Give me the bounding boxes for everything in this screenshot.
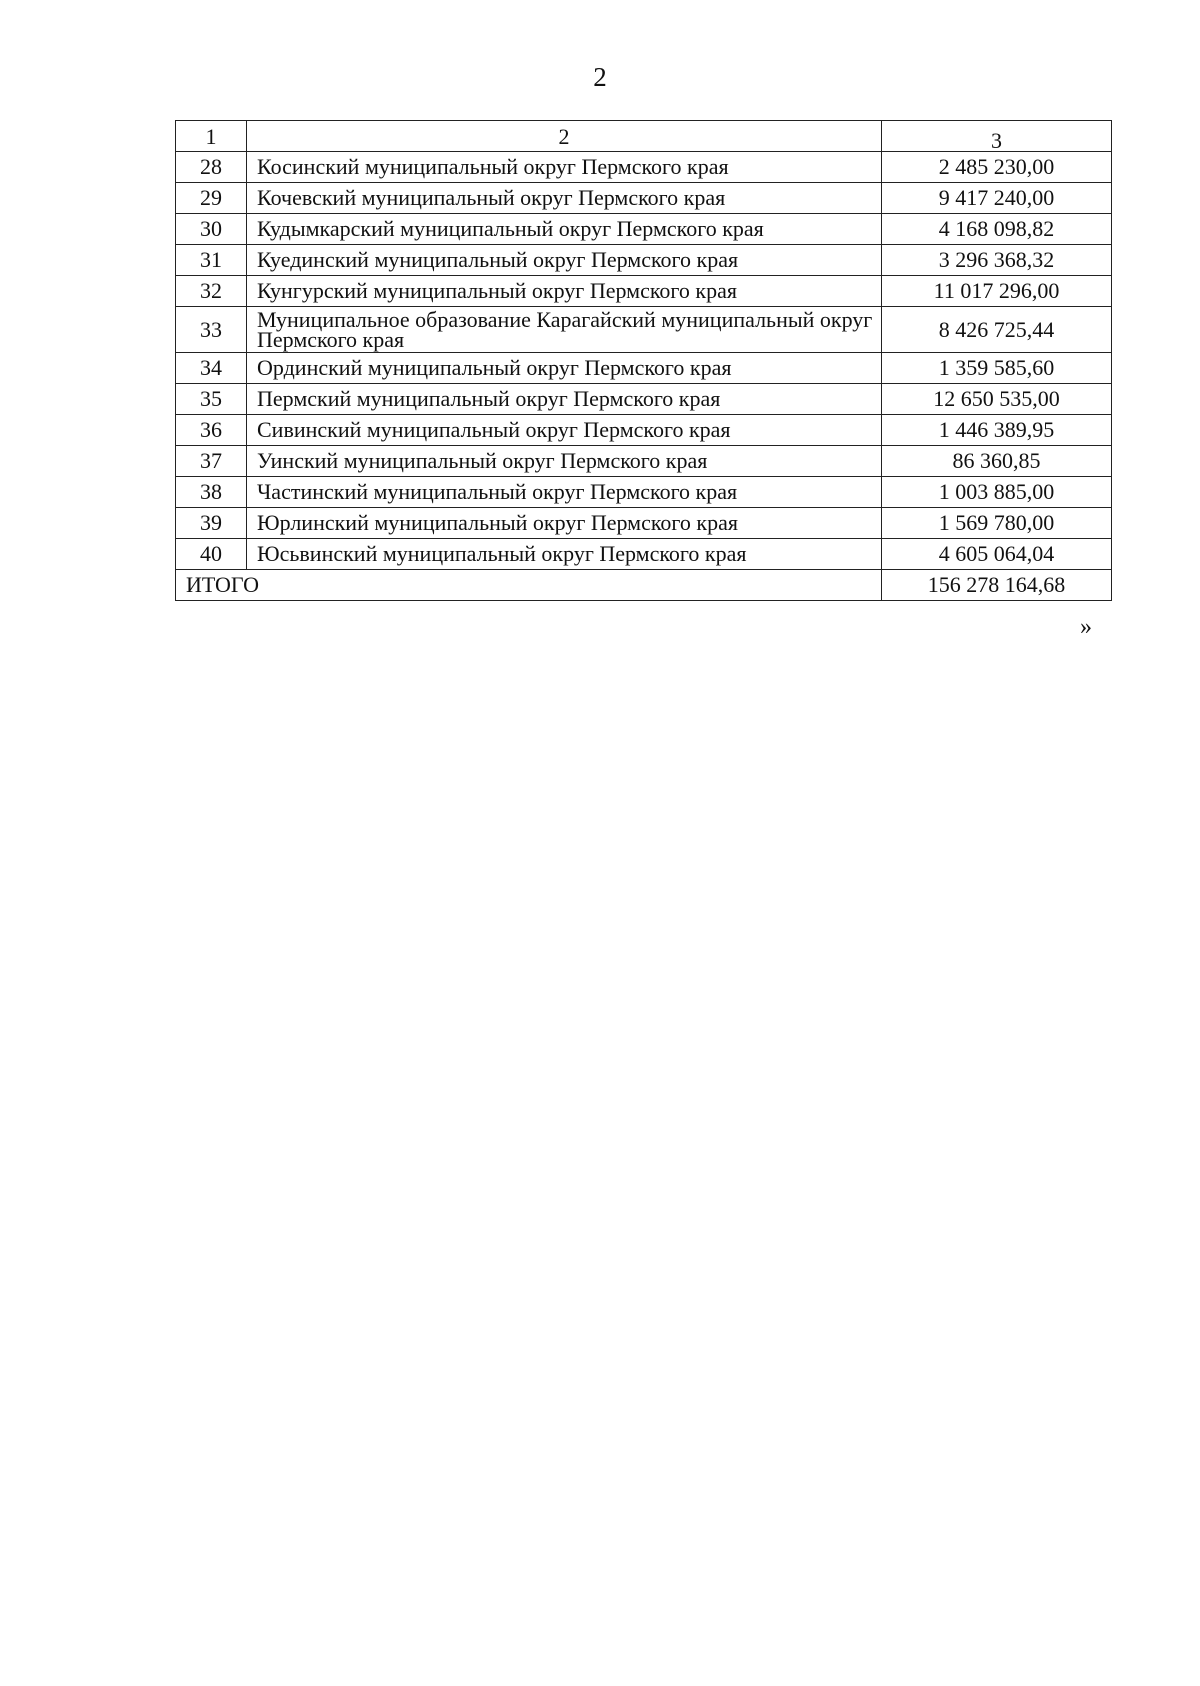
amount: 3 296 368,32: [882, 245, 1112, 276]
table-row: [176, 152, 1112, 183]
total-amount: 156 278 164,68: [882, 570, 1112, 601]
municipality-name: Частинский муниципальный округ Пермского края: [247, 477, 882, 508]
table-row: [176, 384, 1112, 415]
row-number: 31: [176, 245, 247, 276]
table-row: [176, 477, 1112, 508]
table-row: [176, 415, 1112, 446]
amount: 1 446 389,95: [882, 415, 1112, 446]
municipality-name: Муниципальное образование Карагайский муниципальный округ Пермского края: [247, 307, 882, 353]
row-number: 38: [176, 477, 247, 508]
municipality-name: Сивинский муниципальный округ Пермского края: [247, 415, 882, 446]
row-number: 35: [176, 384, 247, 415]
row-number: 36: [176, 415, 247, 446]
table-header-row: [176, 121, 1112, 152]
amount: 1 003 885,00: [882, 477, 1112, 508]
amount: 12 650 535,00: [882, 384, 1112, 415]
header-cell-1: 1: [176, 121, 247, 152]
municipality-name: Кочевский муниципальный округ Пермского края: [247, 183, 882, 214]
table-row: [176, 539, 1112, 570]
row-number: 33: [176, 307, 247, 353]
table-row: [176, 276, 1112, 307]
amount: 4 605 064,04: [882, 539, 1112, 570]
amount: 1 359 585,60: [882, 353, 1112, 384]
table-row: [176, 307, 1112, 353]
row-number: 39: [176, 508, 247, 539]
municipality-name: Куединский муниципальный округ Пермского края: [247, 245, 882, 276]
page-number: 2: [593, 62, 607, 92]
table-row: [176, 353, 1112, 384]
row-number: 34: [176, 353, 247, 384]
municipality-name: Юрлинский муниципальный округ Пермского края: [247, 508, 882, 539]
row-number: 28: [176, 152, 247, 183]
municipality-name: Косинский муниципальный округ Пермского края: [247, 152, 882, 183]
table-row: [176, 183, 1112, 214]
municipality-name: Кудымкарский муниципальный округ Пермского края: [247, 214, 882, 245]
row-number: 40: [176, 539, 247, 570]
header-cell-2: 2: [247, 121, 882, 152]
header-cell-3: 3: [882, 121, 1112, 152]
amount: 9 417 240,00: [882, 183, 1112, 214]
closing-quote: »: [1080, 614, 1092, 640]
total-label: ИТОГО: [176, 570, 882, 601]
municipality-name: Пермский муниципальный округ Пермского края: [247, 384, 882, 415]
amount: 8 426 725,44: [882, 307, 1112, 353]
table-row: [176, 214, 1112, 245]
amount: 4 168 098,82: [882, 214, 1112, 245]
row-number: 30: [176, 214, 247, 245]
total-row: [176, 570, 1112, 601]
municipality-name: Юсьвинский муниципальный округ Пермского края: [247, 539, 882, 570]
table-row: [176, 508, 1112, 539]
amount: 11 017 296,00: [882, 276, 1112, 307]
row-number: 32: [176, 276, 247, 307]
table-row: [176, 446, 1112, 477]
amount: 1 569 780,00: [882, 508, 1112, 539]
amount: 86 360,85: [882, 446, 1112, 477]
row-number: 29: [176, 183, 247, 214]
municipality-name: Уинский муниципальный округ Пермского края: [247, 446, 882, 477]
amount: 2 485 230,00: [882, 152, 1112, 183]
data-table: [175, 120, 1112, 601]
municipality-name: Кунгурский муниципальный округ Пермского края: [247, 276, 882, 307]
table-row: [176, 245, 1112, 276]
row-number: 37: [176, 446, 247, 477]
municipality-name: Ординский муниципальный округ Пермского края: [247, 353, 882, 384]
